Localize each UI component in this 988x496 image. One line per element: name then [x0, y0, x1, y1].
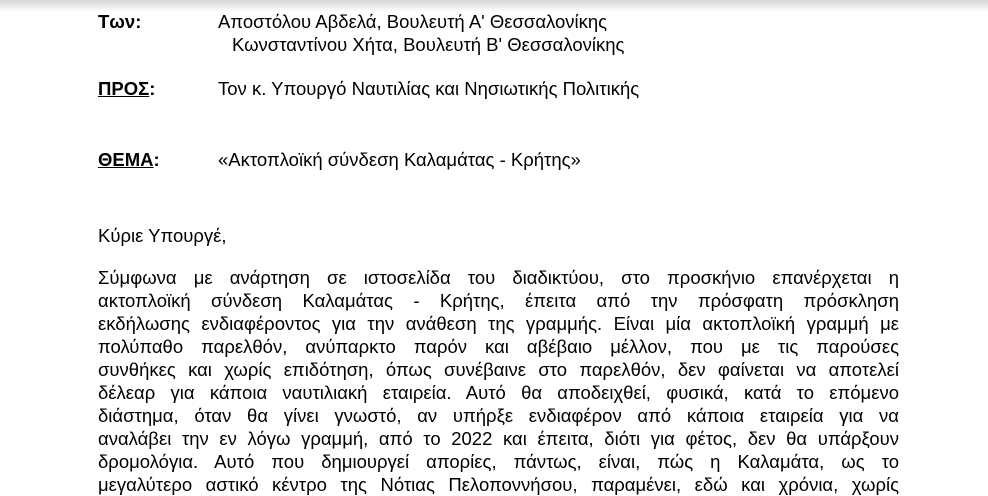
body-line: Σύμφωνα με ανάρτηση σε ιστοσελίδα του διαδικτύου, στο προσκήνιο επανέρχεται η [98, 267, 899, 288]
to-label-word: ΠΡΟΣ [98, 78, 150, 99]
body-line: αναλάβει την εν λόγω γραμμή, από το 2022 και έπειτα, διότι για φέτος, δεν θα υπάρξουν [98, 428, 899, 449]
body-paragraph [98, 266, 899, 496]
subject-label [98, 148, 160, 171]
body-line: μεγαλύτερο αστικό κέντρο της Νότιας Πελοποννήσου, παραμένει, εδώ και χρόνια, χωρίς [98, 474, 899, 495]
body-line: εκδήλωσης ενδιαφέροντος για την ανάθεση της γραμμής. Είναι μία ακτοπλοϊκή γραμμή με [98, 313, 899, 334]
to-label-colon: : [149, 78, 156, 99]
to-recipient: Τον κ. Υπουργό Ναυτιλίας και Νησιωτικής Πολιτικής [218, 78, 640, 99]
salutation: Κύριε Υπουργέ, [98, 225, 227, 246]
to-label [98, 77, 155, 100]
from-line-1: Αποστόλου Αβδελά, Βουλευτή Α' Θεσσαλονίκης [218, 11, 608, 32]
from-line-2: Κωνσταντίνου Χήτα, Βουλευτή Β' Θεσσαλονίκης [232, 34, 625, 55]
subject-label-colon: : [153, 149, 160, 170]
body-line: δρομολόγια. Αυτό που δημιουργεί απορίες, πάντως, είναι, πώς η Καλαμάτα, ως το [98, 451, 899, 472]
body-line: συνθήκες και χωρίς επιδότηση, όπως συνέβαινε στο παρελθόν, δεν φαίνεται να αποτελεί [98, 359, 899, 380]
body-line: διάστημα, όταν θα γίνει γνωστό, αν υπήρξε ενδιαφέρον από κάποια εταιρεία για να [98, 405, 899, 426]
body-line: δέλεαρ για κάποια ναυτιλιακή εταιρεία. Αυτό θα αποδειχθεί, φυσικά, κατά το επόμενο [98, 382, 899, 403]
body-line: ακτοπλοϊκή σύνδεση Καλαμάτας - Κρήτης, έπειτα από την πρόσφατη πρόσκληση [98, 290, 899, 311]
subject-label-word: ΘΕΜΑ [98, 149, 154, 170]
subject-text: «Ακτοπλοϊκή σύνδεση Καλαμάτας - Κρήτης» [218, 149, 581, 170]
from-label: Των: [98, 11, 142, 32]
body-line: πολύπαθο παρελθόν, ανύπαρκτο παρόν και αβέβαιο μέλλον, που με τις παρούσες [98, 336, 899, 357]
